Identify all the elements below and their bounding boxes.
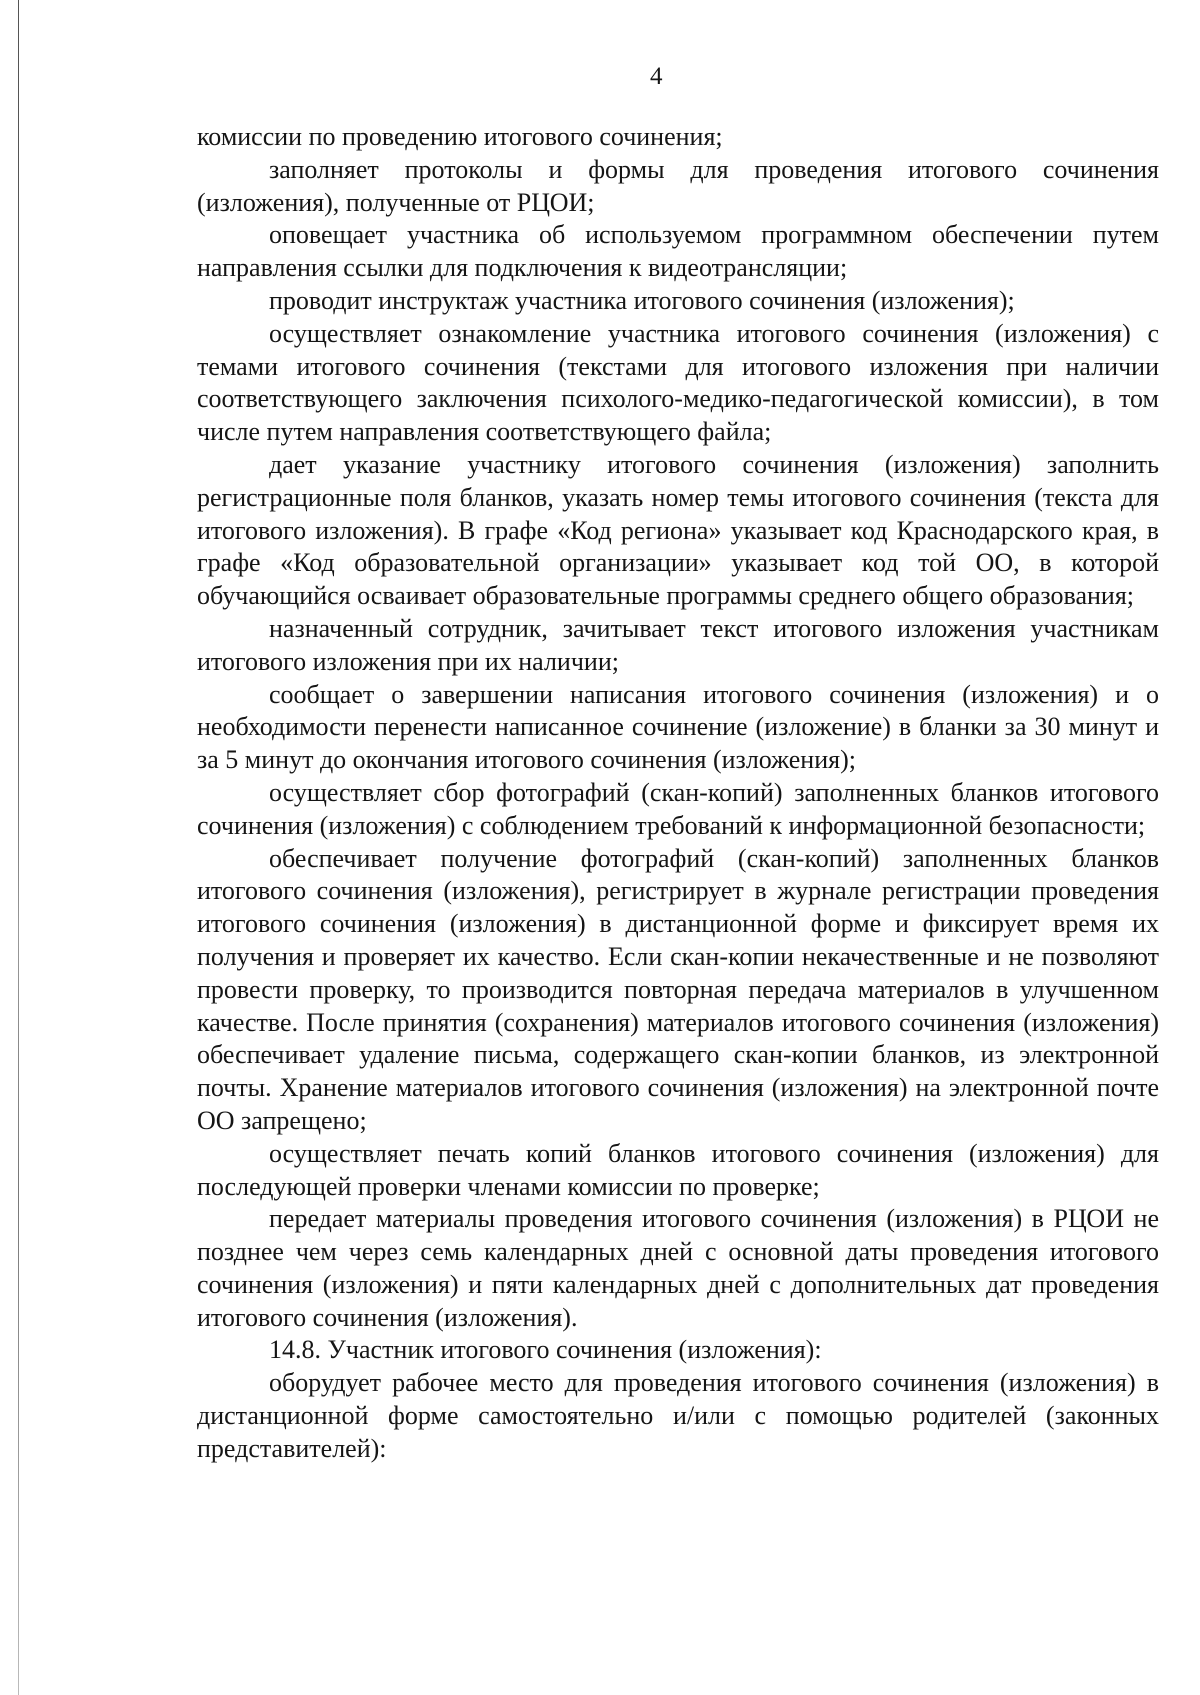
page-number: 4 <box>650 63 663 90</box>
paragraph-1: комиссии по проведению итогового сочинения; <box>197 122 723 151</box>
paragraph-7: назначенный сотрудник, зачитывает текст итогового изложения участникам итогового изложения при их наличии; <box>197 613 1159 676</box>
paragraph-3: оповещает участника об используемом программном обеспечении путем направления ссылки для подключения к видеотрансляции; <box>197 220 1159 283</box>
paragraph-4: проводит инструктаж участника итогового сочинения (изложения); <box>269 285 1015 315</box>
paragraph-2: заполняет протоколы и формы для проведения итогового сочинения (изложения), полученные от РЦОИ; <box>197 154 1159 217</box>
scan-edge-line <box>18 0 19 1695</box>
paragraph-5: осуществляет ознакомление участника итогового сочинения (изложения) с темами итогового сочинения (текстами для итогового изложения при наличии соответствующего заключения психолого-медико-педагогической комиссии), в том числе путем направления соответствующего файла; <box>197 318 1159 447</box>
paragraph-12: передает материалы проведения итогового сочинения (изложения) в РЦОИ не позднее чем через семь календарных дней с основной даты проведения итогового сочинения (изложения) и пяти календарных дней с дополнительных дат проведения итогового сочинения (изложения). <box>197 1204 1159 1332</box>
paragraph-8: сообщает о завершении написания итогового сочинения (изложения) и о необходимости перенести написанное сочинение (изложение) в бланки за 30 минут и за 5 минут до окончания итогового сочинения (изложения); <box>197 679 1159 775</box>
paragraph-14: оборудует рабочее место для проведения итогового сочинения (изложения) в дистанционной форме самостоятельно и/или с помощью родителей (законных представителей): <box>197 1368 1159 1463</box>
document-body <box>197 121 1159 1466</box>
paragraph-10: обеспечивает получение фотографий (скан-копий) заполненных бланков итогового сочинения (изложения), регистрирует в журнале регистрации проведения итогового сочинения (изложения) в дистанционной форме и фиксирует время их получения и проверяет их качество. Если скан-копии некачественные и не позволяют провести проверку, то производится повторная передача материалов в улучшенном качестве. После принятия (сохранения) материалов итогового сочинения (изложения) обеспечивает удаление письма, содержащего скан-копии бланков, из электронной почты. Хранение материалов итогового сочинения (изложения) на электронной почте ОО запрещено; <box>197 843 1159 1135</box>
paragraph-9: осуществляет сбор фотографий (скан-копий) заполненных бланков итогового сочинения (изложения) с соблюдением требований к информационной безопасности; <box>197 777 1159 840</box>
section-heading-14-8: 14.8. Участник итогового сочинения (изложения): <box>269 1335 822 1365</box>
paragraph-6: дает указание участнику итогового сочинения (изложения) заполнить регистрационные поля бланков, указать номер темы итогового сочинения (текста для итогового изложения). В графе «Код региона» указывает код Краснодарского края, в графе «Код образовательной организации» указывает код той ОО, в которой обучающийся осваивает образовательные программы среднего общего образования; <box>197 449 1159 611</box>
paragraph-11: осуществляет печать копий бланков итогового сочинения (изложения) для последующей проверки членами комиссии по проверке; <box>197 1138 1159 1201</box>
